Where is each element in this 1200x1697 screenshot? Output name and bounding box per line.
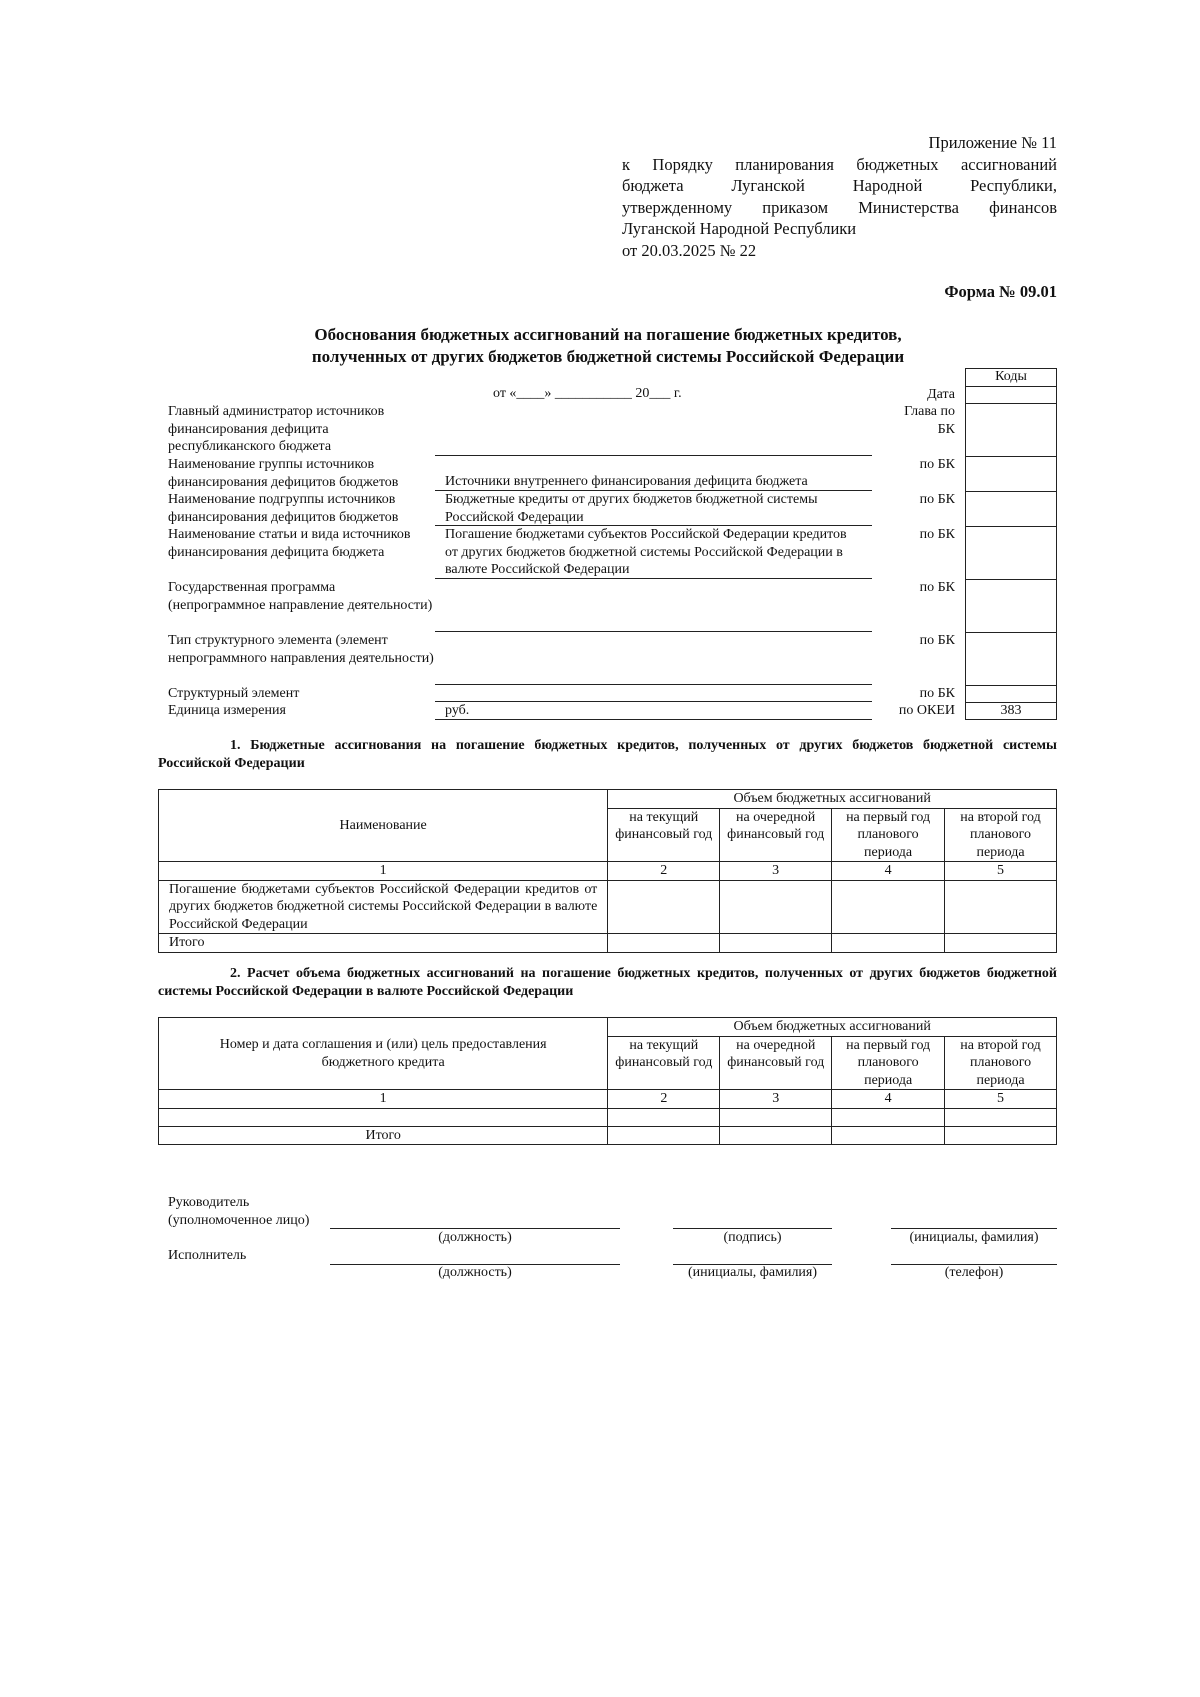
code-label-group: по БК [919, 457, 955, 472]
field-value-program[interactable] [435, 579, 872, 632]
code-element[interactable] [966, 685, 1056, 702]
code-label-admin: Глава по БК [904, 404, 955, 437]
cell[interactable] [720, 880, 832, 934]
cell[interactable] [945, 1126, 1057, 1145]
section2-heading: 2. Расчет объема бюджетных ассигнований на погашение бюджетных кредитов, полученных от других бюджетов бюджетной системы Российской Федерации в валюте Российской Федерации [158, 966, 1057, 999]
field-label-element: Структурный элемент [168, 686, 300, 701]
row-name: Погашение бюджетами субъектов Российской Федерации кредитов от других бюджетов бюджетной системы Российской Федерации в валюте Российской Федерации [159, 880, 608, 934]
field-value-article[interactable]: Погашение бюджетами субъектов Российской Федерации кредитов от других бюджетов бюджетной системы Российской Федерации в валюте Российской Федерации [435, 526, 872, 579]
section1-heading: 1. Бюджетные ассигнования на погашение бюджетных кредитов, полученных от других бюджетов бюджетной системы Российской Федерации [158, 738, 1057, 771]
cell[interactable] [945, 934, 1057, 953]
col-number: 1 [159, 1090, 608, 1109]
header-next-year: на очередной финансовый год [720, 1036, 832, 1090]
caption-position: (должность) [438, 1230, 512, 1245]
col-number: 2 [608, 862, 720, 881]
cell[interactable] [608, 880, 720, 934]
date-line[interactable]: от «____» ___________ 20___ г. [493, 386, 682, 401]
header-group: Объем бюджетных ассигнований [608, 1018, 1057, 1037]
col-number: 3 [720, 1090, 832, 1109]
appendix-line: от 20.03.2025 № 22 [622, 240, 757, 260]
header-agreement: Номер и дата соглашения и (или) цель предоставления бюджетного кредита [159, 1018, 608, 1090]
cell[interactable] [720, 1126, 832, 1145]
cell[interactable] [720, 934, 832, 953]
cell[interactable] [720, 1108, 832, 1126]
cell[interactable] [832, 1108, 945, 1126]
caption-position: (должность) [438, 1265, 512, 1280]
code-group[interactable] [966, 456, 1056, 491]
col-number: 4 [832, 1090, 945, 1109]
col-number: 5 [945, 862, 1057, 881]
table-row [159, 1108, 1057, 1126]
head-name-line[interactable] [891, 1228, 1057, 1229]
header-current-year: на текущий финансовый год [608, 808, 720, 862]
col-number: 1 [159, 862, 608, 881]
appendix-line: Луганской Народной Республики [622, 219, 857, 238]
total-row [159, 1126, 1057, 1145]
field-label-unit: Единица измерения [168, 703, 286, 718]
code-element-type[interactable] [966, 632, 1056, 685]
header-plan-year1: на первый год планового периода [832, 808, 945, 862]
caption-name: (инициалы, фамилия) [687, 1265, 818, 1280]
field-value-unit[interactable]: руб. [435, 702, 872, 720]
field-value-group[interactable]: Источники внутреннего финансирования дефицита бюджета [435, 456, 872, 491]
header-plan-year2: на второй год планового периода [945, 1036, 1057, 1090]
appendix-line: бюджета Луганской Народной Республики, [622, 176, 1057, 195]
executor-label: Исполнитель [168, 1248, 247, 1263]
field-value-admin[interactable] [435, 403, 872, 456]
cell[interactable] [608, 934, 720, 953]
col-number: 5 [945, 1090, 1057, 1109]
col-number: 3 [720, 862, 832, 881]
col-number: 2 [608, 1090, 720, 1109]
code-label-element: по БК [919, 686, 955, 701]
appendix-block [622, 132, 1057, 261]
code-okei: 383 [966, 702, 1056, 719]
document-title [158, 324, 1058, 368]
field-value-subgroup[interactable]: Бюджетные кредиты от других бюджетов бюджетной системы Российской Федерации [435, 491, 872, 526]
code-program[interactable] [966, 579, 1056, 632]
total-label: Итого [159, 1126, 608, 1145]
section1-table [158, 789, 1057, 953]
field-label-group: Наименование группы источников финансирования дефицитов бюджетов [168, 457, 399, 490]
code-label-subgroup: по БК [919, 492, 955, 507]
cell[interactable] [945, 880, 1057, 934]
form-number: Форма № 09.01 [944, 282, 1057, 301]
header-next-year: на очередной финансовый год [720, 808, 832, 862]
section2-table [158, 1017, 1057, 1145]
cell[interactable] [832, 880, 945, 934]
code-date[interactable] [966, 386, 1056, 403]
field-label-element-type: Тип структурного элемента (элемент непрограммного направления деятельности) [168, 633, 434, 666]
appendix-line: к Порядку планирования бюджетных ассигнований [622, 154, 1057, 174]
caption-signature: (подпись) [723, 1230, 782, 1245]
field-label-subgroup: Наименование подгруппы источников финансирования дефицитов бюджетов [168, 492, 399, 525]
date-code-label: Дата [927, 387, 955, 402]
title-line: Обоснования бюджетных ассигнований на погашение бюджетных кредитов, [314, 325, 902, 344]
table-row [159, 880, 1057, 934]
cell[interactable] [832, 1126, 945, 1145]
header-group: Объем бюджетных ассигнований [608, 790, 1057, 809]
code-subgroup[interactable] [966, 491, 1056, 526]
appendix-line: утвержденному приказом Министерства финансов [622, 197, 1057, 217]
total-label: Итого [159, 934, 608, 953]
header-plan-year1: на первый год планового периода [832, 1036, 945, 1090]
codes-header: Коды [995, 369, 1027, 384]
cell[interactable] [608, 1108, 720, 1126]
code-label-article: по БК [919, 527, 955, 542]
field-label-admin: Главный администратор источников финансирования дефицита республиканского бюджета [168, 404, 385, 454]
total-row [159, 934, 1057, 953]
appendix-title: Приложение № 11 [928, 133, 1057, 152]
head-title: Руководитель [168, 1195, 250, 1210]
title-line: полученных от других бюджетов бюджетной системы Российской Федерации [311, 347, 905, 366]
header-plan-year2: на второй год планового периода [945, 808, 1057, 862]
cell[interactable] [945, 1108, 1057, 1126]
head-position-line[interactable] [330, 1228, 620, 1229]
field-label-program: Государственная программа (непрограммное направление деятельности) [168, 580, 433, 613]
head-subtitle: (уполномоченное лицо) [168, 1212, 310, 1228]
field-label-article: Наименование статьи и вида источников финансирования дефицита бюджета [168, 527, 411, 560]
header-current-year: на текущий финансовый год [608, 1036, 720, 1090]
cell[interactable] [832, 934, 945, 953]
code-label-element-type: по БК [919, 633, 955, 648]
code-article[interactable] [966, 526, 1056, 579]
head-signature-line[interactable] [673, 1228, 832, 1229]
cell[interactable] [608, 1126, 720, 1145]
header-name: Наименование [159, 790, 608, 862]
field-value-element[interactable] [435, 685, 872, 702]
code-label-unit: по ОКЕИ [898, 703, 955, 718]
codes-box [965, 368, 1057, 720]
code-glava[interactable] [966, 403, 1056, 456]
field-value-element-type[interactable] [435, 632, 872, 685]
col-number: 4 [832, 862, 945, 881]
caption-name: (инициалы, фамилия) [909, 1230, 1039, 1245]
code-label-program: по БК [919, 580, 955, 595]
caption-phone: (телефон) [944, 1265, 1004, 1280]
head-label [168, 1194, 309, 1229]
cell[interactable] [159, 1108, 608, 1126]
